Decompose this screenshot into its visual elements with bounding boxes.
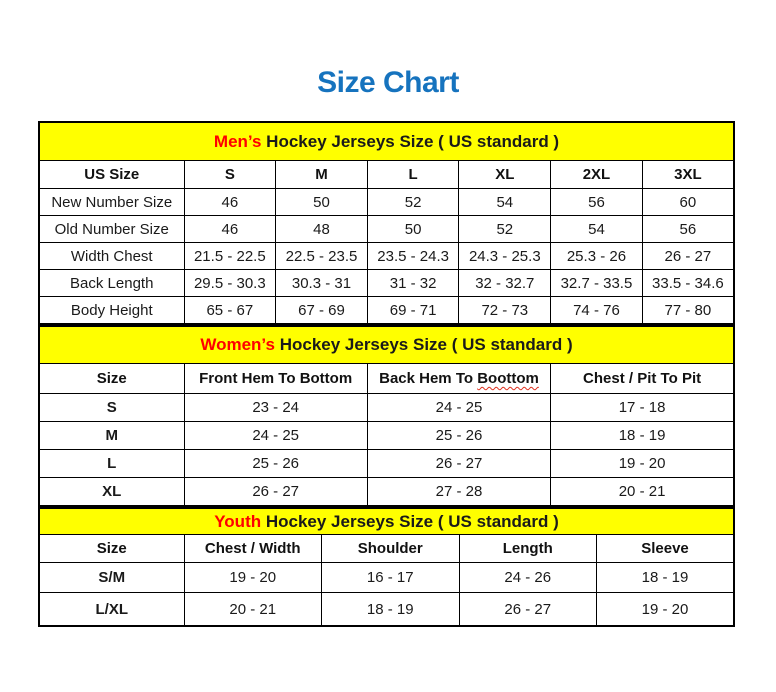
mens-header-row — [39, 161, 734, 189]
womens-column-header: Back Hem To Boottom — [367, 364, 550, 394]
size-tables — [38, 121, 735, 627]
size-value: 26 - 27 — [184, 478, 367, 507]
womens-column-header: Front Hem To Bottom — [184, 364, 367, 394]
mens-column-header: S — [184, 161, 276, 189]
size-value: 19 - 20 — [184, 563, 322, 593]
size-value: 69 - 71 — [367, 297, 459, 325]
youth-column-header: Size — [39, 535, 184, 563]
womens-caption-row — [39, 326, 734, 364]
size-value: 74 - 76 — [551, 297, 643, 325]
size-value: 26 - 27 — [642, 243, 734, 270]
womens-header-row — [39, 364, 734, 394]
size-value: 25 - 26 — [367, 422, 550, 450]
size-value: 77 - 80 — [642, 297, 734, 325]
mens-row — [39, 189, 734, 216]
size-value: 65 - 67 — [184, 297, 276, 325]
womens-column-header: Size — [39, 364, 184, 394]
size-value: 25.3 - 26 — [551, 243, 643, 270]
row-label: New Number Size — [39, 189, 184, 216]
size-value: 54 — [459, 189, 551, 216]
mens-column-header: L — [367, 161, 459, 189]
youth-row — [39, 563, 734, 593]
mens-row — [39, 216, 734, 243]
size-value: 30.3 - 31 — [276, 270, 368, 297]
size-value: 52 — [459, 216, 551, 243]
size-value: 50 — [276, 189, 368, 216]
mens-column-header: US Size — [39, 161, 184, 189]
row-label: L/XL — [39, 593, 184, 627]
size-value: 16 - 17 — [322, 563, 460, 593]
youth-column-header: Length — [459, 535, 597, 563]
size-value: 18 - 19 — [322, 593, 460, 627]
size-value: 25 - 26 — [184, 450, 367, 478]
size-value: 18 - 19 — [551, 422, 734, 450]
womens-caption-text: Hockey Jerseys Size ( US standard ) — [274, 335, 573, 354]
row-label: Width Chest — [39, 243, 184, 270]
size-value: 19 - 20 — [551, 450, 734, 478]
youth-table-caption — [39, 508, 734, 535]
mens-row — [39, 243, 734, 270]
mens-caption-text: Hockey Jerseys Size ( US standard ) — [261, 131, 560, 151]
misspelled-word: Boottom — [477, 370, 539, 387]
mens-table-caption — [39, 122, 734, 161]
size-value: 56 — [551, 189, 643, 216]
womens-caption-accent: Women’s — [200, 335, 275, 354]
row-label: Back Length — [39, 270, 184, 297]
mens-caption-row — [39, 122, 734, 161]
womens-row — [39, 394, 734, 422]
womens-table-caption — [39, 326, 734, 364]
size-value: 50 — [367, 216, 459, 243]
size-value: 18 - 19 — [597, 563, 735, 593]
row-label: M — [39, 422, 184, 450]
size-value: 29.5 - 30.3 — [184, 270, 276, 297]
size-value: 52 — [367, 189, 459, 216]
mens-size-table — [38, 121, 735, 325]
mens-caption-accent: Men’s — [213, 131, 262, 151]
page-title: Size Chart — [317, 66, 459, 99]
row-label: S — [39, 394, 184, 422]
row-label: L — [39, 450, 184, 478]
size-value: 54 — [551, 216, 643, 243]
youth-column-header: Shoulder — [322, 535, 460, 563]
size-value: 60 — [642, 189, 734, 216]
size-value: 48 — [276, 216, 368, 243]
youth-size-table — [38, 507, 735, 627]
size-value: 67 - 69 — [276, 297, 368, 325]
row-label: S/M — [39, 563, 184, 593]
womens-row — [39, 422, 734, 450]
size-value: 72 - 73 — [459, 297, 551, 325]
size-value: 32 - 32.7 — [459, 270, 551, 297]
size-value: 20 - 21 — [184, 593, 322, 627]
mens-row — [39, 297, 734, 325]
size-value: 31 - 32 — [367, 270, 459, 297]
size-value: 19 - 20 — [597, 593, 735, 627]
size-value: 23 - 24 — [184, 394, 367, 422]
womens-size-table — [38, 325, 735, 507]
size-value: 24.3 - 25.3 — [459, 243, 551, 270]
youth-caption-accent: Youth — [214, 511, 262, 531]
size-value: 23.5 - 24.3 — [367, 243, 459, 270]
mens-column-header: XL — [459, 161, 551, 189]
mens-row — [39, 270, 734, 297]
mens-column-header: 2XL — [551, 161, 643, 189]
mens-column-header: 3XL — [642, 161, 734, 189]
size-value: 46 — [184, 189, 276, 216]
youth-row — [39, 593, 734, 627]
mens-column-header: M — [276, 161, 368, 189]
size-value: 33.5 - 34.6 — [642, 270, 734, 297]
youth-column-header: Chest / Width — [184, 535, 322, 563]
size-value: 26 - 27 — [367, 450, 550, 478]
youth-header-row — [39, 535, 734, 563]
size-value: 22.5 - 23.5 — [276, 243, 368, 270]
size-value: 17 - 18 — [551, 394, 734, 422]
size-value: 20 - 21 — [551, 478, 734, 507]
row-label: Body Height — [39, 297, 184, 325]
womens-row — [39, 478, 734, 507]
youth-column-header: Sleeve — [597, 535, 735, 563]
size-value: 24 - 26 — [459, 563, 597, 593]
size-value: 56 — [642, 216, 734, 243]
size-value: 24 - 25 — [184, 422, 367, 450]
size-value: 27 - 28 — [367, 478, 550, 507]
size-value: 32.7 - 33.5 — [551, 270, 643, 297]
womens-row — [39, 450, 734, 478]
size-value: 24 - 25 — [367, 394, 550, 422]
youth-caption-row — [39, 508, 734, 535]
youth-caption-text: Hockey Jerseys Size ( US standard ) — [261, 511, 559, 531]
row-label: XL — [39, 478, 184, 507]
size-value: 46 — [184, 216, 276, 243]
size-value: 26 - 27 — [459, 593, 597, 627]
size-value: 21.5 - 22.5 — [184, 243, 276, 270]
row-label: Old Number Size — [39, 216, 184, 243]
womens-column-header: Chest / Pit To Pit — [551, 364, 734, 394]
